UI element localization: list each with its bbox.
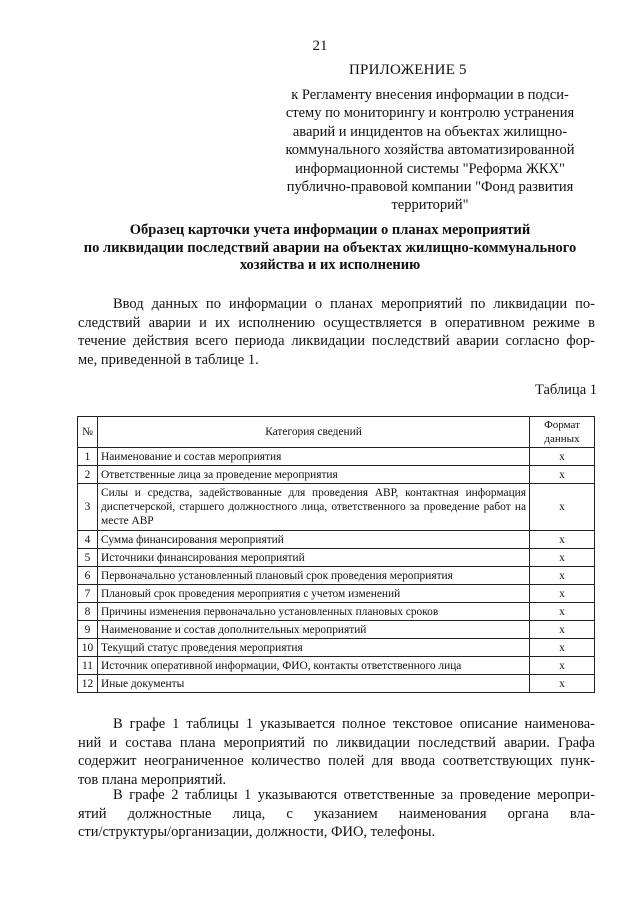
row-format: х — [530, 639, 595, 657]
row-format: х — [530, 567, 595, 585]
row-category: Причины изменения первоначально установленных плановых сроков — [98, 603, 530, 621]
para-line: ятий должностные лица, с указанием наименования органа вла- — [78, 805, 595, 822]
table-row — [78, 448, 595, 466]
intro-line: течение действия всего периода ликвидации последствий аварии согласно фор- — [78, 333, 595, 350]
row-number: 6 — [78, 567, 98, 585]
row-category: Иные документы — [98, 675, 530, 693]
table-row — [78, 675, 595, 693]
row-number: 4 — [78, 531, 98, 549]
regulation-line: публично-правовой компании "Фонд развития — [286, 179, 574, 196]
table-row — [78, 549, 595, 567]
row-number: 1 — [78, 448, 98, 466]
header-number: № — [78, 417, 98, 448]
row-number: 11 — [78, 657, 98, 675]
title-line: хозяйства и их исполнению — [239, 257, 421, 273]
row-category: Наименование и состав дополнительных мероприятий — [98, 621, 530, 639]
appendix-title: ПРИЛОЖЕНИЕ 5 — [349, 62, 467, 78]
row-number: 12 — [78, 675, 98, 693]
row-number: 9 — [78, 621, 98, 639]
row-format: х — [530, 657, 595, 675]
para-line: тов плана мероприятий. — [78, 771, 227, 788]
row-category: Наименование и состав мероприятия — [98, 448, 530, 466]
para-line: ний и состава плана мероприятий по ликвидации последствий аварии. Графа — [78, 734, 595, 751]
regulation-line: к Регламенту внесения информации в подси- — [291, 87, 569, 103]
row-number: 8 — [78, 603, 98, 621]
para-line: В графе 1 таблицы 1 указывается полное текстовое описание наименова- — [113, 716, 595, 732]
table-row — [78, 531, 595, 549]
row-format: х — [530, 466, 595, 484]
header-format: Формат данных — [530, 417, 595, 448]
title-line: Образец карточки учета информации о планах мероприятий — [129, 222, 531, 238]
table-row — [78, 639, 595, 657]
title-line: по ликвидации последствий аварии на объектах жилищно-коммунального — [83, 239, 577, 256]
column2-description — [78, 786, 595, 842]
row-format: х — [530, 549, 595, 567]
row-category: Первоначально установленный плановый срок проведения мероприятия — [98, 567, 530, 585]
row-format: х — [530, 484, 595, 531]
column1-description — [78, 715, 595, 789]
intro-line: Ввод данных по информации о планах мероприятий по ликвидации по- — [113, 296, 595, 312]
row-category: Источники финансирования мероприятий — [98, 549, 530, 567]
table-row — [78, 484, 595, 531]
row-format: х — [530, 621, 595, 639]
intro-paragraph — [78, 295, 595, 369]
table-header-row — [78, 417, 595, 448]
row-category: Ответственные лица за проведение мероприятия — [98, 466, 530, 484]
table-row — [78, 466, 595, 484]
regulation-line: стему по мониторингу и контролю устранения — [285, 105, 575, 122]
row-number: 10 — [78, 639, 98, 657]
row-number: 7 — [78, 585, 98, 603]
row-category: Текущий статус проведения мероприятия — [98, 639, 530, 657]
page-number: 21 — [312, 38, 328, 54]
table-row — [78, 657, 595, 675]
header-category: Категория сведений — [98, 417, 530, 448]
row-number: 3 — [78, 484, 98, 531]
row-category: Сумма финансирования мероприятий — [98, 531, 530, 549]
info-table — [77, 416, 595, 693]
table-row — [78, 603, 595, 621]
regulation-line: территорий" — [391, 197, 469, 214]
row-category: Плановый срок проведения мероприятия с учетом изменений — [98, 585, 530, 603]
row-format: х — [530, 448, 595, 466]
table-row — [78, 621, 595, 639]
row-category: Силы и средства, задействованные для проведения АВР, контактная информация диспетчерской, старшего должностного лица, ответственного за проведение работ на месте АВР — [98, 484, 530, 531]
row-format: х — [530, 675, 595, 693]
row-format: х — [530, 531, 595, 549]
row-format: х — [530, 603, 595, 621]
row-number: 5 — [78, 549, 98, 567]
intro-line: ме, приведенной в таблице 1. — [78, 351, 259, 368]
regulation-line: коммунального хозяйства автоматизированной — [285, 142, 575, 159]
para-line: содержит неограниченное количество полей для ввода соответствующих пунк- — [78, 753, 595, 770]
intro-line: следствий аварии и их исполнению осуществляется в оперативном режиме в — [78, 314, 595, 331]
row-format: х — [530, 585, 595, 603]
para-line: сти/структуры/организации, должности, ФИО, телефоны. — [78, 824, 436, 841]
table-row — [78, 567, 595, 585]
para-line: В графе 2 таблицы 1 указываются ответственные за проведение меропри- — [113, 787, 595, 803]
document-title — [60, 222, 600, 275]
regulation-line: аварий и инцидентов на объектах жилищно- — [292, 123, 568, 140]
regulation-reference — [270, 86, 590, 215]
regulation-line: информационной системы "Реформа ЖКХ" — [295, 160, 565, 177]
row-number: 2 — [78, 466, 98, 484]
table-caption: Таблица 1 — [534, 382, 597, 398]
table-row — [78, 585, 595, 603]
row-category: Источник оперативной информации, ФИО, контакты ответственного лица — [98, 657, 530, 675]
